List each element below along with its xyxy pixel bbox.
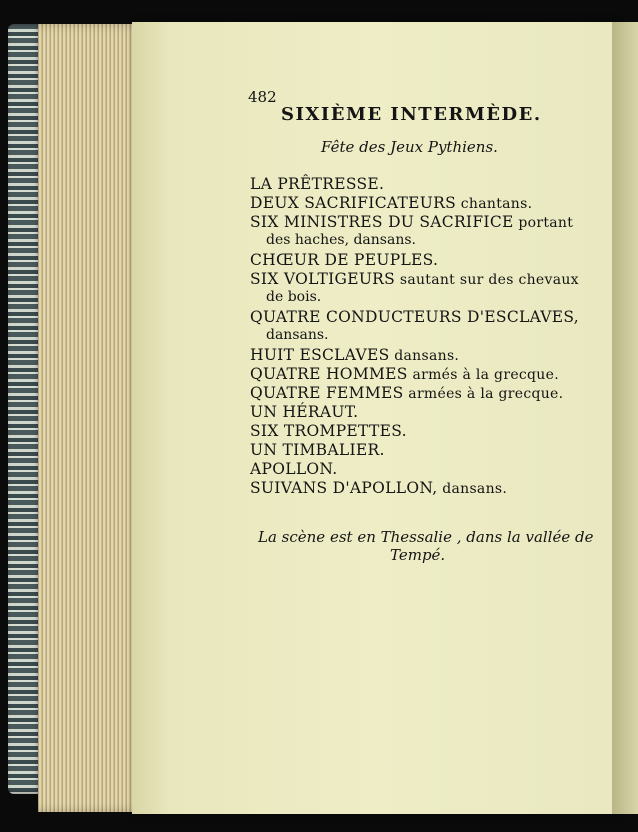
cast-entry-description: chantans. — [456, 196, 533, 212]
cast-entry-description: dansans. — [437, 481, 508, 497]
cast-entry-name: CHŒUR DE PEUPLES. — [250, 251, 439, 269]
cast-entry-description: armées à la grecque. — [403, 386, 564, 402]
cast-entry — [250, 441, 385, 459]
cast-entry — [250, 422, 407, 440]
cast-entry — [250, 403, 358, 421]
cast-entry-name: SIX TROMPETTES. — [250, 422, 407, 440]
cast-entry-name: QUATRE FEMMES — [250, 384, 404, 402]
cast-entry — [250, 384, 563, 402]
scene-note-line-2: Tempé. — [390, 546, 446, 564]
cast-entry-continuation: des haches, dansans. — [266, 232, 416, 248]
page-edges — [38, 24, 142, 812]
book-spine — [8, 24, 42, 794]
cast-entry-continuation: dansans. — [266, 327, 329, 343]
cast-entry-name: LA PRÊTRESSE. — [250, 175, 385, 193]
cast-entry-continuation: de bois. — [266, 289, 322, 305]
cast-entry-name: UN HÉRAUT. — [250, 403, 359, 421]
cast-entry — [250, 346, 459, 364]
cast-entry — [250, 213, 573, 231]
cast-entry — [250, 270, 579, 288]
page-subtitle: Fête des Jeux Pythiens. — [321, 138, 498, 156]
cast-entry-name: QUATRE HOMMES — [250, 365, 408, 383]
facing-page-edge — [612, 22, 638, 814]
cast-entry — [250, 365, 559, 383]
cast-entry-name: UN TIMBALIER. — [250, 441, 385, 459]
cast-entry-name: HUIT ESCLAVES — [250, 346, 390, 364]
cast-entry-description: sautant sur des chevaux — [395, 272, 579, 288]
cast-entry-name: QUATRE CONDUCTEURS D'ESCLAVES, — [250, 308, 579, 326]
cast-entry-name: APOLLON. — [250, 460, 338, 478]
cast-entry-name: SUIVANS D'APOLLON, — [250, 479, 438, 497]
scene-note-line-1: La scène est en Thessalie , dans la vallée de — [258, 528, 594, 546]
cast-entry — [250, 251, 438, 269]
page-number: 482 — [248, 88, 277, 106]
cast-entry-description: dansans. — [389, 348, 460, 364]
cast-entry — [250, 479, 507, 497]
page-title: SIXIÈME INTERMÈDE. — [281, 104, 542, 125]
cast-entry-description: portant — [513, 215, 574, 231]
cast-entry — [250, 460, 338, 478]
cast-entry-name: DEUX SACRIFICATEURS — [250, 194, 457, 212]
cast-entry-description: armés à la grecque. — [407, 367, 559, 383]
cast-entry-name: SIX VOLTIGEURS — [250, 270, 396, 288]
cast-entry — [250, 308, 579, 326]
cast-entry-name: SIX MINISTRES DU SACRIFICE — [250, 213, 514, 231]
cast-entry — [250, 175, 384, 193]
cast-entry — [250, 194, 532, 212]
